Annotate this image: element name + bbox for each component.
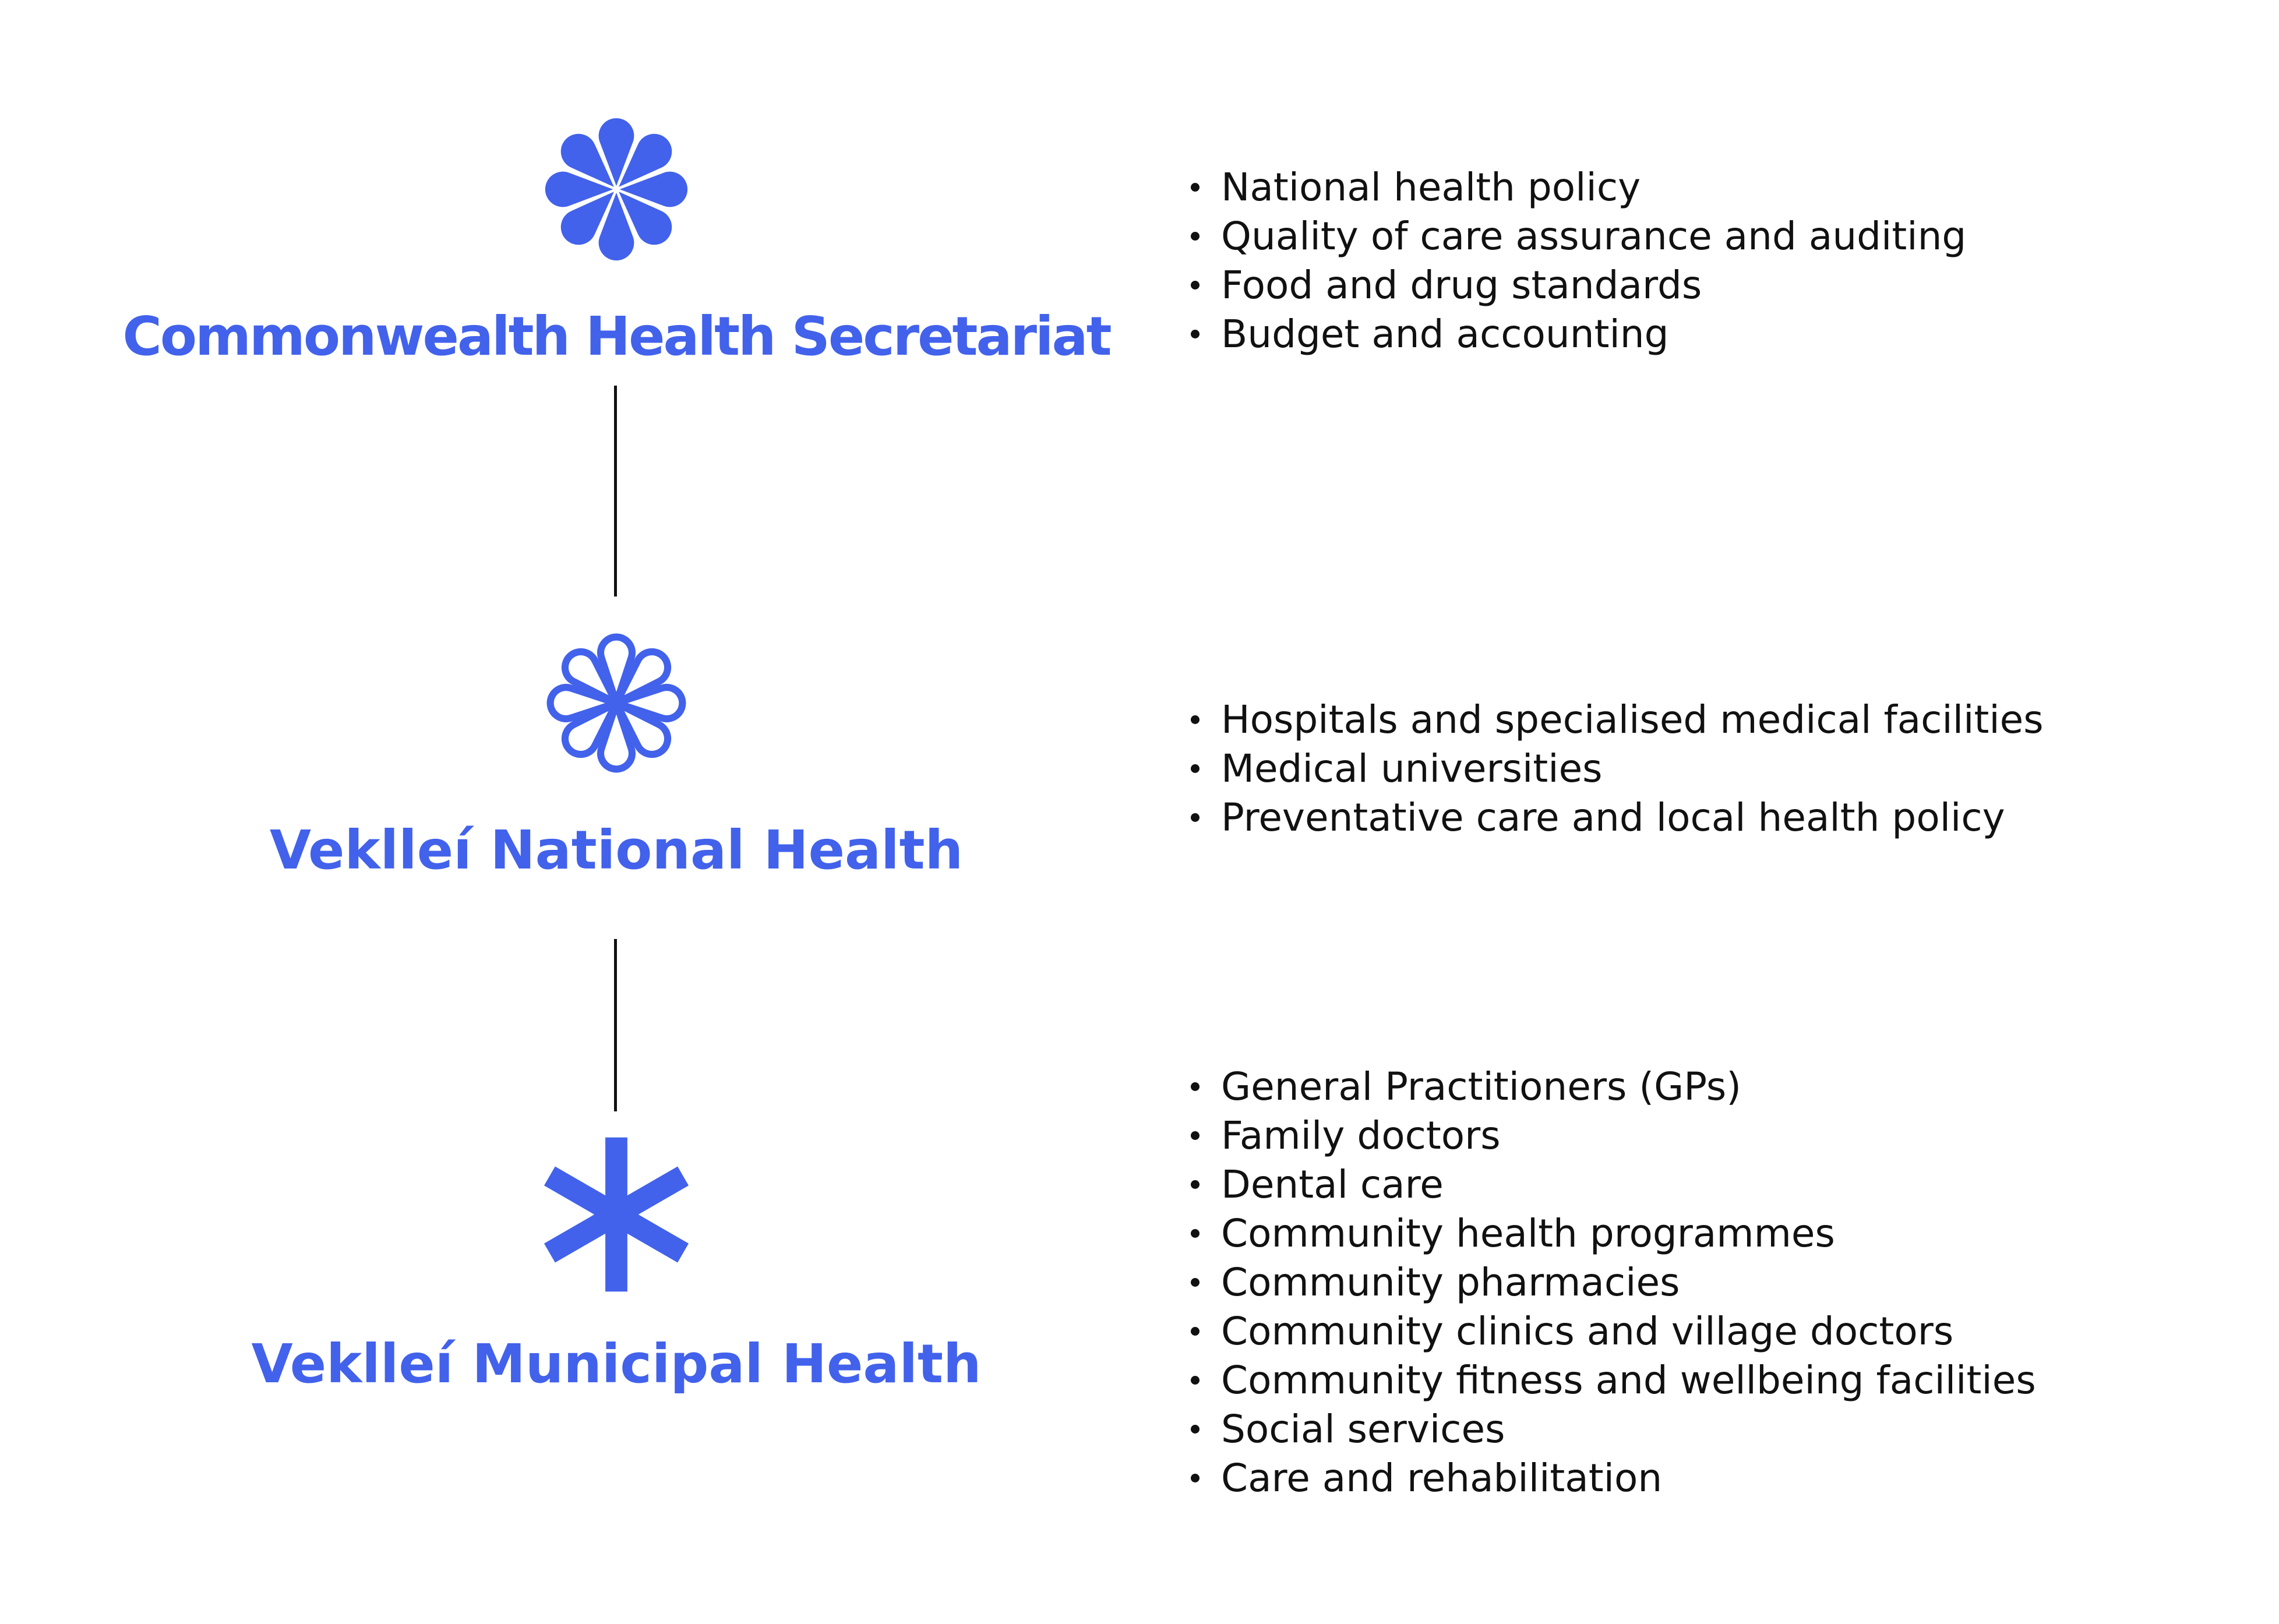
list-item <box>1181 1307 2036 1356</box>
list-item-text: Community clinics and village doctors <box>1221 1309 1954 1354</box>
list-item <box>1181 696 2044 744</box>
bullet-icon <box>1191 764 1200 773</box>
bullet-icon <box>1191 1278 1200 1287</box>
list-item <box>1181 1160 2036 1209</box>
list-item-text: Care and rehabilitation <box>1221 1456 1663 1501</box>
list-item-text: Hospitals and specialised medical facilities <box>1221 697 2044 742</box>
list-item-text: Quality of care assurance and auditing <box>1221 214 1967 259</box>
connector-line <box>614 386 617 596</box>
list-item-text: Social services <box>1221 1407 1505 1452</box>
bullet-icon <box>1191 1425 1200 1434</box>
list-item-text: Medical universities <box>1221 746 1603 791</box>
list-item <box>1181 1356 2036 1405</box>
asterisk-icon <box>538 1136 695 1293</box>
petal-shape <box>551 687 616 719</box>
bullet-icon <box>1191 1327 1200 1336</box>
list-item <box>1181 744 2044 793</box>
tier-list-national <box>1181 696 2044 842</box>
list-item <box>1181 793 2044 842</box>
tier-title-municipal: Veklleí Municipal Health <box>251 1333 982 1395</box>
list-item-text: Budget and accounting <box>1221 312 1669 356</box>
connector-line <box>614 939 617 1111</box>
bullet-icon <box>1191 1131 1200 1140</box>
filled-flower-icon <box>538 111 695 268</box>
list-item-text: Dental care <box>1221 1162 1444 1207</box>
list-item-text: Community pharmacies <box>1221 1260 1680 1305</box>
list-item <box>1181 310 1966 359</box>
list-item-text: Community fitness and wellbeing facilities <box>1221 1358 2036 1403</box>
bullet-icon <box>1191 1180 1200 1189</box>
tier-list-commonwealth <box>1181 163 1966 359</box>
bullet-icon <box>1191 1474 1200 1482</box>
bullet-icon <box>1191 183 1200 192</box>
petal-shape <box>616 687 682 719</box>
tier-title-commonwealth: Commonwealth Health Secretariat <box>122 305 1110 368</box>
bullet-icon <box>1191 1082 1200 1091</box>
bullet-icon <box>1191 715 1200 724</box>
bullet-icon <box>1191 281 1200 290</box>
list-item-text: Family doctors <box>1221 1113 1501 1158</box>
tier-title-national: Veklleí National Health <box>269 819 964 881</box>
list-item <box>1181 1405 2036 1454</box>
list-item <box>1181 1454 2036 1503</box>
list-item-text: Preventative care and local health policy <box>1221 795 2005 840</box>
bullet-icon <box>1191 330 1200 338</box>
petal-shape <box>601 703 632 769</box>
petal-shape <box>601 637 632 703</box>
bullet-icon <box>1191 1376 1200 1385</box>
list-item-text: Community health programmes <box>1221 1211 1835 1256</box>
list-item-text: General Practitioners (GPs) <box>1221 1064 1741 1109</box>
bullet-icon <box>1191 813 1200 822</box>
list-item <box>1181 261 1966 310</box>
list-item-text: National health policy <box>1221 165 1641 210</box>
list-item <box>1181 1111 2036 1160</box>
list-item <box>1181 212 1966 261</box>
list-item <box>1181 1062 2036 1111</box>
petal-shape <box>559 645 627 714</box>
list-item <box>1181 1258 2036 1307</box>
list-item <box>1181 163 1966 212</box>
list-item-text: Food and drug standards <box>1221 263 1702 308</box>
tier-list-municipal <box>1181 1062 2036 1503</box>
list-item <box>1181 1209 2036 1258</box>
bullet-icon <box>1191 232 1200 241</box>
bullet-icon <box>1191 1229 1200 1238</box>
outline-flower-icon <box>538 624 695 782</box>
